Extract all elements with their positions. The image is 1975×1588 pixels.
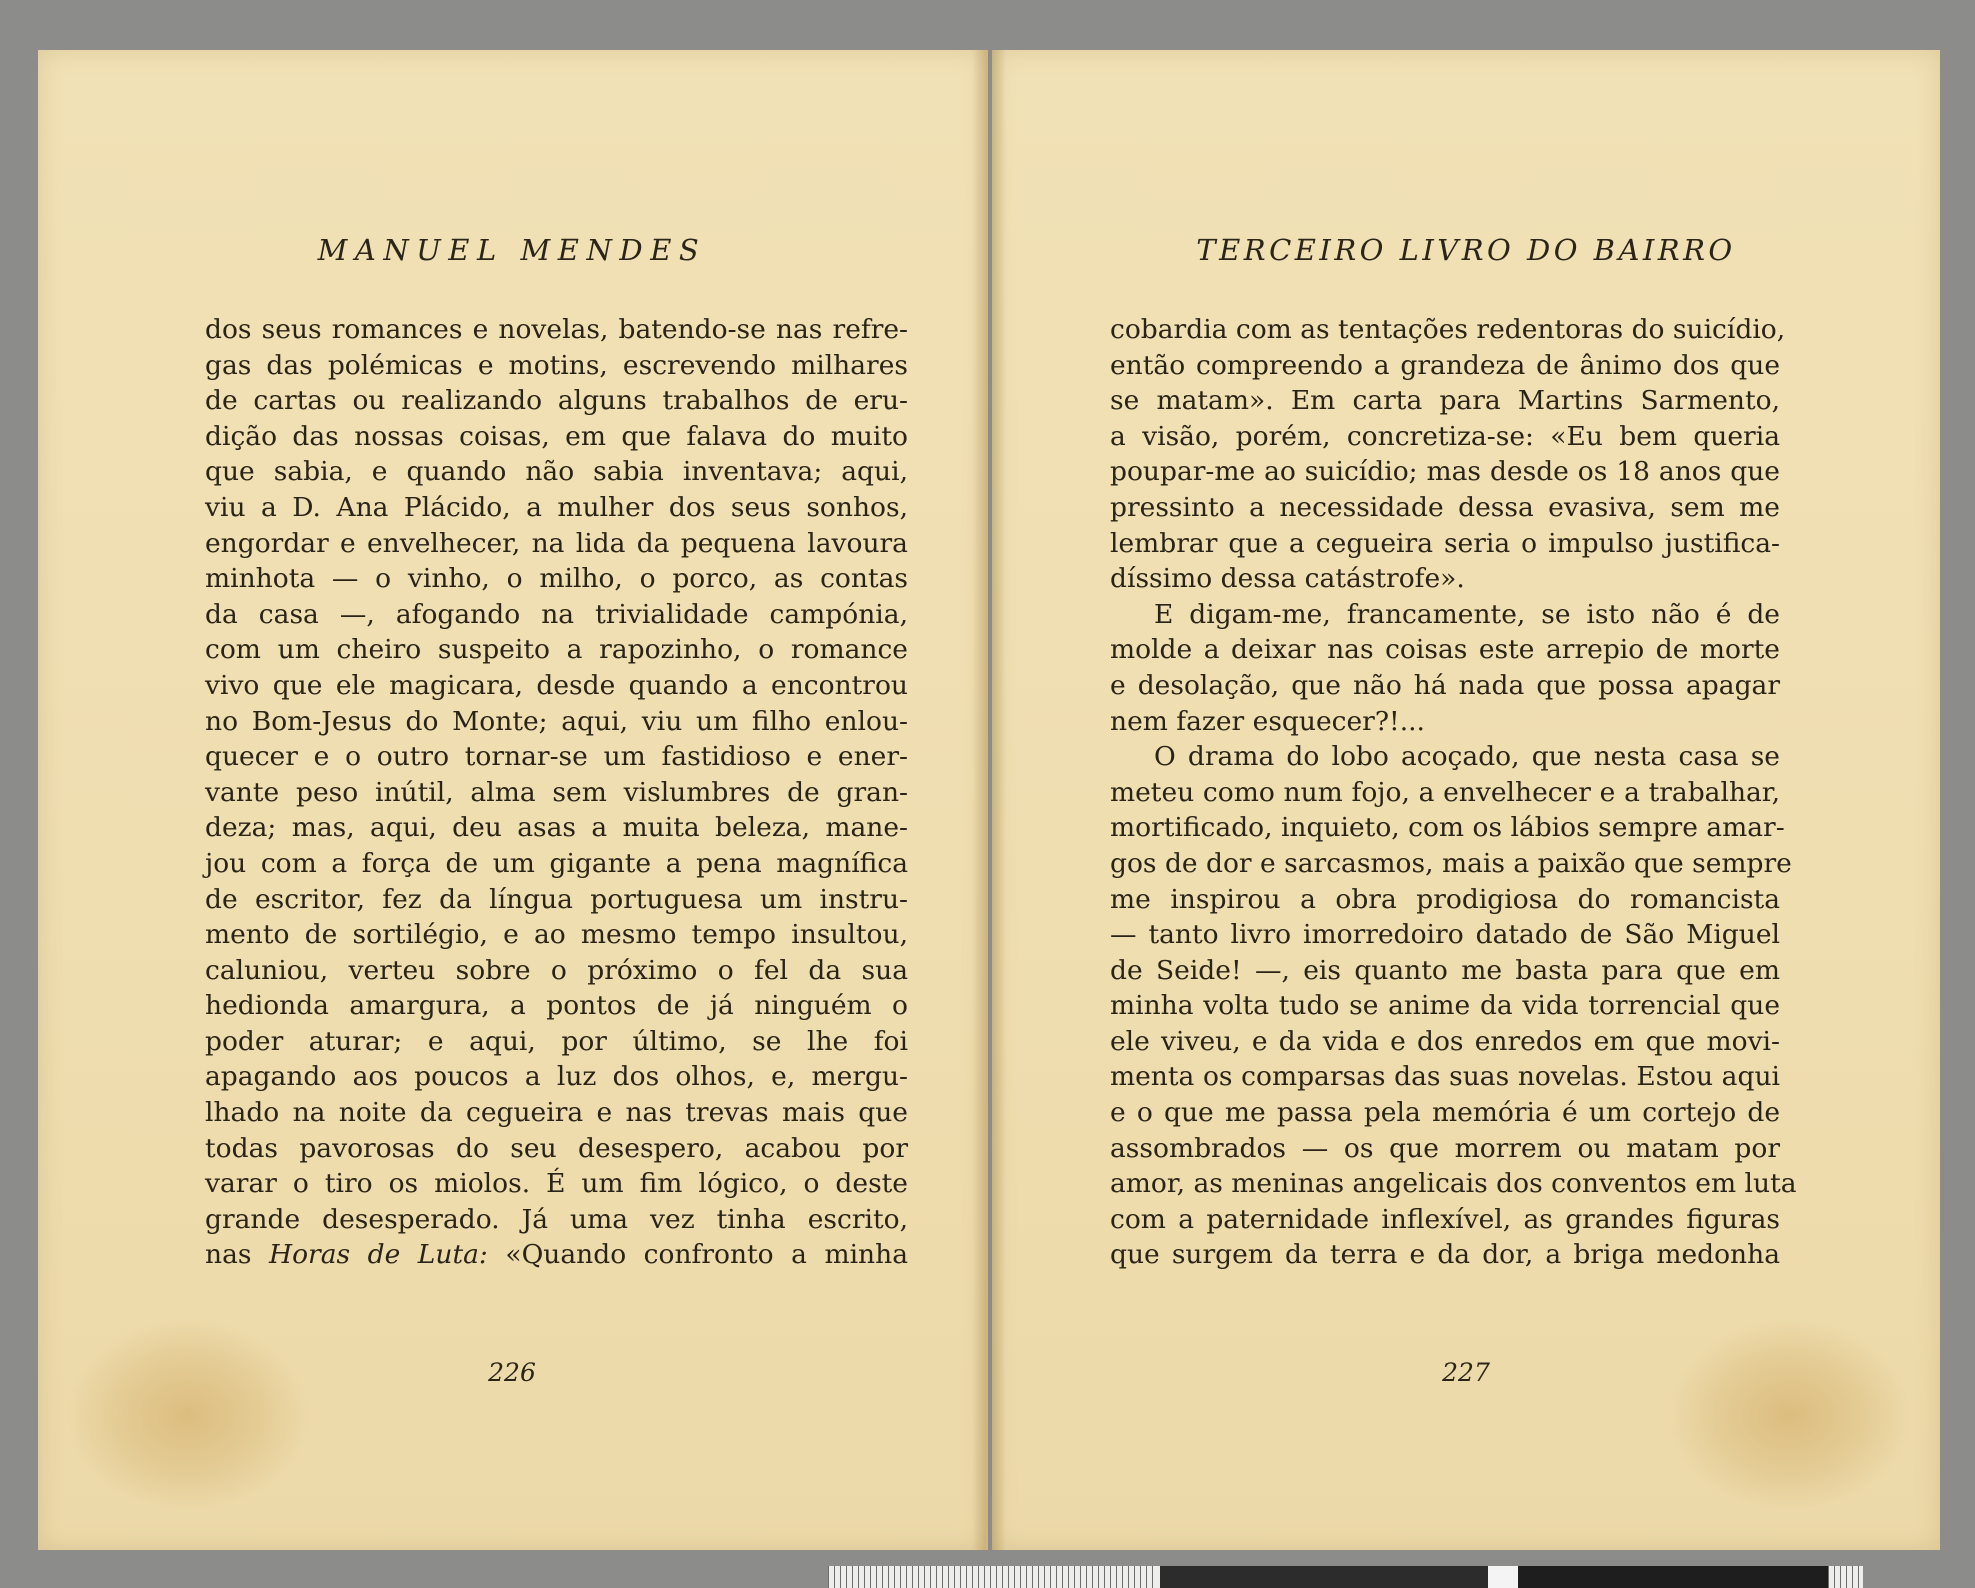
text-line: menta os comparsas das suas novelas. Estou aqui xyxy=(1110,1061,1780,1093)
text-line: apagando aos poucos a luz dos olhos, e, mergu- xyxy=(205,1061,908,1093)
text-line: com um cheiro suspeito a rapozinho, o romance xyxy=(205,634,908,666)
text-line: com a paternidade inflexível, as grandes figuras xyxy=(1110,1203,1780,1235)
text-line: mento de sortilégio, e ao mesmo tempo insultou, xyxy=(205,919,908,951)
text-line: no Bom-Jesus do Monte; aqui, viu um filho enlou- xyxy=(205,705,908,737)
text-line: de escritor, fez da língua portuguesa um instru- xyxy=(205,883,908,915)
running-head-right: TERCEIRO LIVRO DO BAIRRO xyxy=(1196,233,1736,267)
text-line: e o que me passa pela memória é um cortejo de xyxy=(1110,1097,1780,1129)
right-page-body xyxy=(1110,312,1797,1273)
text-line: díssimo dessa catástrofe». xyxy=(1110,563,1465,595)
text-line: lembrar que a cegueira seria o impulso justifica- xyxy=(1110,527,1780,559)
text-line: vivo que ele magicara, desde quando a encontrou xyxy=(205,669,908,701)
text-line: engordar e envelhecer, na lida da pequena lavoura xyxy=(205,527,908,559)
text-line: gas das polémicas e motins, escrevendo milhares xyxy=(205,349,908,381)
page-number-right: 227 xyxy=(1442,1358,1490,1387)
text-line: poupar-me ao suicídio; mas desde os 18 anos que xyxy=(1110,456,1780,488)
color-bar-light xyxy=(1488,1566,1518,1588)
text-line: varar o tiro os miolos. É um fim lógico, o deste xyxy=(205,1168,908,1200)
text-line: lhado na noite da cegueira e nas trevas mais que xyxy=(205,1097,908,1129)
text-line: minha volta tudo se anime da vida torrencial que xyxy=(1110,990,1780,1022)
text-line: dição das nossas coisas, em que falava do muito xyxy=(205,420,908,452)
text-fragment: «Quando confronto a minha xyxy=(487,1239,908,1271)
text-line: grande desesperado. Já uma vez tinha escrito, xyxy=(205,1203,908,1235)
text-line: me inspirou a obra prodigiosa do romancista xyxy=(1110,883,1780,915)
text-line: e desolação, que não há nada que possa apagar xyxy=(1110,669,1780,701)
text-line-last xyxy=(205,1237,908,1273)
scale-ruler xyxy=(828,1566,1863,1588)
text-line: hedionda amargura, a pontos de já ninguém o xyxy=(205,990,908,1022)
text-line: que surgem da terra e da dor, a briga medonha xyxy=(1110,1239,1780,1271)
ruler-ticks xyxy=(1828,1566,1863,1588)
book-title-italic: Horas de Luta: xyxy=(268,1239,488,1271)
left-page xyxy=(38,50,988,1550)
color-bar-black xyxy=(1518,1566,1828,1588)
text-line: de Seide! —, eis quanto me basta para que em xyxy=(1110,954,1780,986)
text-line: poder aturar; e aqui, por último, se lhe foi xyxy=(205,1025,908,1057)
color-bar-dark xyxy=(1160,1566,1488,1588)
text-line: dos seus romances e novelas, batendo-se nas refre- xyxy=(205,314,908,345)
text-line: da casa —, afogando na trivialidade campónia, xyxy=(205,598,908,630)
text-line: vante peso inútil, alma sem vislumbres de gran- xyxy=(205,776,908,808)
text-line: cobardia com as tentações redentoras do suicídio, xyxy=(1110,314,1786,345)
text-line: ele viveu, e da vida e dos enredos em que movi- xyxy=(1110,1025,1780,1057)
text-line: O drama do lobo acoçado, que nesta casa se xyxy=(1154,741,1780,773)
text-line: a visão, porém, concretiza-se: «Eu bem queria xyxy=(1110,420,1780,452)
running-head-left: MANUEL MENDES xyxy=(317,233,707,267)
text-line: que sabia, e quando não sabia inventava; aqui, xyxy=(205,456,908,488)
text-line: nem fazer esquecer?!... xyxy=(1110,705,1425,737)
text-line: caluniou, verteu sobre o próximo o fel da sua xyxy=(205,954,908,986)
text-line: se matam». Em carta para Martins Sarmento, xyxy=(1110,385,1780,417)
page-number-left: 226 xyxy=(488,1358,536,1387)
text-line: mortificado, inquieto, com os lábios sempre amar- xyxy=(1110,812,1785,844)
text-line: gos de dor e sarcasmos, mais a paixão que sempre xyxy=(1110,847,1792,879)
right-page xyxy=(992,50,1940,1550)
age-stain xyxy=(1670,1320,1910,1510)
text-line: molde a deixar nas coisas este arrepio de morte xyxy=(1110,634,1780,666)
left-page-body xyxy=(205,312,908,1273)
text-line: pressinto a necessidade dessa evasiva, sem me xyxy=(1110,491,1780,523)
age-stain xyxy=(68,1320,308,1510)
text-line: quecer e o outro tornar-se um fastidioso e ener- xyxy=(205,741,908,773)
text-fragment: nas xyxy=(205,1239,269,1271)
text-line: de cartas ou realizando alguns trabalhos de eru- xyxy=(205,385,908,417)
ruler-ticks xyxy=(828,1566,1158,1588)
text-line: E digam-me, francamente, se isto não é de xyxy=(1154,598,1780,630)
text-line: jou com a força de um gigante a pena magnífica xyxy=(205,847,908,879)
text-line: minhota — o vinho, o milho, o porco, as contas xyxy=(205,563,908,595)
text-line: todas pavorosas do seu desespero, acabou por xyxy=(205,1132,908,1164)
text-line: deza; mas, aqui, deu asas a muita beleza, mane- xyxy=(205,812,908,844)
text-line: — tanto livro imorredoiro datado de São Miguel xyxy=(1110,919,1780,951)
text-line: amor, as meninas angelicais dos conventos em luta xyxy=(1110,1168,1797,1200)
text-line: meteu como num fojo, a envelhecer e a trabalhar, xyxy=(1110,776,1780,808)
text-line: viu a D. Ana Plácido, a mulher dos seus sonhos, xyxy=(205,491,908,523)
text-line: assombrados — os que morrem ou matam por xyxy=(1110,1132,1780,1164)
text-line: então compreendo a grandeza de ânimo dos que xyxy=(1110,349,1780,381)
